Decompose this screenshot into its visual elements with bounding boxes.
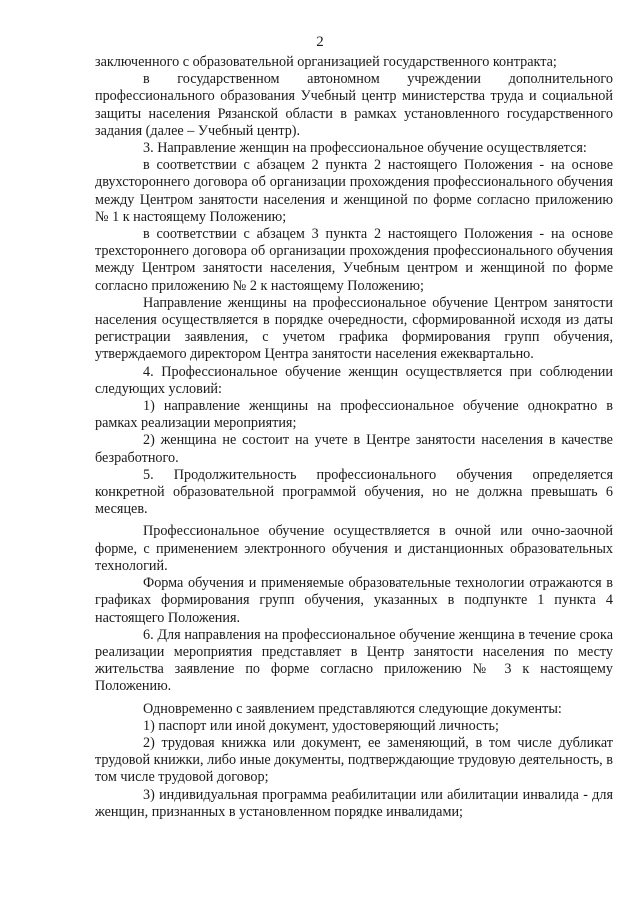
paragraph-item-4: 4. Профессиональное обучение женщин осуществляется при соблюдении следующих условий:	[95, 363, 613, 397]
paragraph-training-center: в государственном автономном учреждении дополнительного профессионального образования Учебный центр министерства труда и социальной защиты населения Рязанской области в рамках установленного государственного задания (далее – Учебный центр).	[95, 71, 613, 139]
paragraph-item-5: 5. Продолжительность профессионального обучения определяется конкретной образовательной программой обучения, но не должна превышать 6 месяцев.	[95, 466, 613, 518]
paragraph-item-6: 6. Для направления на профессиональное обучение женщина в течение срока реализации мероприятия представляет в Центр занятости населения по месту жительства заявление по форме согласно приложению № 3 к настоящему Положению.	[95, 626, 613, 695]
paragraph-bilateral-contract: в соответствии с абзацем 2 пункта 2 настоящего Положения - на основе двухстороннего договора об организации прохождения профессионального обучения между Центром занятости населения и женщиной по форме согласно приложению № 1 к настоящему Положению;	[95, 157, 613, 225]
paragraph-condition-2: 2) женщина не состоит на учете в Центре занятости населения в качестве безработного.	[95, 432, 613, 466]
paragraph-referral-order: Направление женщины на профессиональное обучение Центром занятости населения осуществляется в порядке очередности, сформированной исходя из даты регистрации заявления, с учетом графика формирования групп обучения, утверждаемого директором Центра занятости населения ежеквартально.	[95, 294, 613, 363]
paragraph-condition-1: 1) направление женщины на профессиональное обучение однократно в рамках реализации мероприятия;	[95, 398, 613, 432]
paragraph-trilateral-contract: в соответствии с абзацем 3 пункта 2 настоящего Положения - на основе трехстороннего договора об организации прохождения профессионального обучения между Центром занятости населения, Учебным центром и женщиной по форме согласно приложению № 2 к настоящему Положению;	[95, 226, 613, 294]
paragraph-document-2: 2) трудовая книжка или документ, ее заменяющий, в том числе дубликат трудовой книжки, либо иные документы, подтверждающие трудовую деятельность, в том числе трудовой договор;	[95, 734, 613, 786]
paragraph-contract-continuation: заключенного с образовательной организацией государственного контракта;	[95, 54, 557, 70]
paragraph-documents-intro: Одновременно с заявлением представляются следующие документы:	[143, 700, 562, 717]
paragraph-document-1: 1) паспорт или иной документ, удостоверяющий личность;	[143, 717, 499, 734]
paragraph-item-3: 3. Направление женщин на профессиональное обучение осуществляется:	[143, 140, 587, 157]
document-body	[95, 54, 613, 821]
paragraph-training-technologies: Форма обучения и применяемые образовательные технологии отражаются в графиках формирования групп обучения, указанных в подпункте 1 пункта 4 настоящего Положения.	[95, 575, 613, 626]
paragraph-document-3: 3) индивидуальная программа реабилитации или абилитации инвалида - для женщин, признанных в установленном порядке инвалидами;	[95, 786, 613, 820]
page-number: 2	[316, 34, 324, 50]
paragraph-training-form: Профессиональное обучение осуществляется в очной или очно-заочной форме, с применением электронного обучения и дистанционных образовательных технологий.	[95, 523, 613, 574]
